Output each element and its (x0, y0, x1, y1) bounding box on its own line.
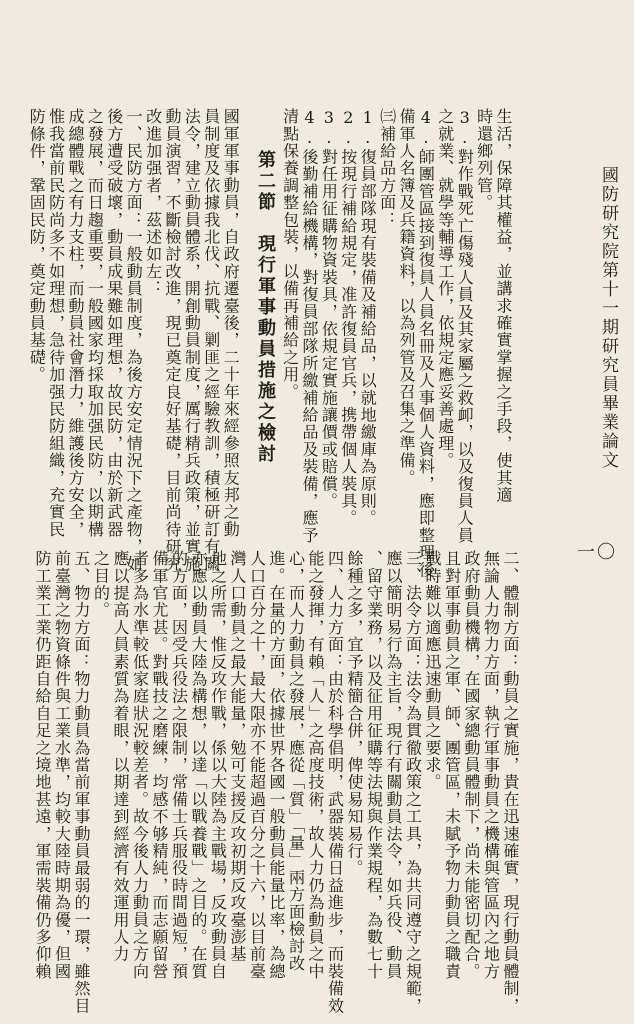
section-heading: 第二節 現行軍事動員措施之檢討 (255, 150, 276, 465)
text-column: 1.復員部隊現有裝備及補給品，以就地繳庫為原則。 (358, 108, 378, 527)
text-column: 無論人力物力方面，執行軍事動員之機構與管區內之地方 (481, 550, 501, 980)
text-column: 4.後勤補給機構，對復員部隊所繳補給品及裝備，應予 (300, 108, 319, 544)
text-column: 應以簡明易行為主旨，現行有關動員法令，如兵役、動員 (384, 550, 403, 980)
text-column: 3.對作戰死亡傷殘人員及其家屬之救卹，以及復員人員 (455, 108, 475, 544)
text-column: 進。在量的方面，依據世界各國一般動員能量比率，為總 (267, 550, 286, 980)
text-column: 的方面，因受兵役法之限制，常備士兵服役時間過短，預 (169, 550, 189, 980)
text-column: 人口百分之十，最大限亦不能超過百分之十六，以目前臺 (247, 550, 267, 980)
text-column: 心，而人力動員之發展，應從「質」「量」兩方面檢討改 (286, 550, 306, 972)
text-column: 改進加强者，茲述如左： (143, 108, 163, 298)
page-number: 一〇 (577, 542, 617, 563)
text-column: 2.按現行補給規定，准許復員官兵，携帶個人裝具。 (338, 108, 358, 527)
text-column: 4.師團管區接到復員人員名冊及人事個人資料，應即整理後 (416, 108, 436, 579)
text-column: 之發展，而日趨重要，一般國家均採取加强民防，以期構 (85, 108, 105, 538)
text-column: 政府動員機構，在國家總動員體制下，尚未能密切配合。 (462, 550, 481, 980)
text-column: 應以提高人員素質為着眼，以期達到經濟有效運用人力 (111, 550, 130, 963)
text-column: 灣人口動員之最大能量，勉可支援反攻初期反攻臺澎基 (228, 550, 247, 963)
text-column: 者多為水準較低家庭狀況較差者。故今後人力動員之方向 (130, 550, 150, 980)
text-column: 之目的。 (91, 550, 111, 619)
text-column: ㈢補給品方面： (377, 108, 397, 229)
text-column: 員制度及依據我北伐、抗戰、剿匪之經驗教訓，積極研訂有關 (201, 108, 221, 573)
text-column: 能之發揮，有賴「人」之高度技術，故人力仍為動員之中 (306, 550, 325, 980)
text-column: 生活，保障其權益，並講求確實掌握之手段，使其適 (494, 108, 513, 504)
text-column: 清點保養調整包裝，以備再補給之用。 (280, 108, 300, 401)
text-column: 成總體戰之有力支柱，而動員社會潛力，維護後方安全， (66, 108, 85, 538)
text-column: 餘種之多，宜予精簡合併，俾使易知易行。 (345, 550, 364, 877)
text-column: 惟我當前民防尚多不如理想，急待加强民防組織，充實民 (46, 108, 66, 538)
text-column: 一、民防方面：一般動員制度，為後方安定情況下之產物，如 (124, 108, 144, 573)
text-column: 二、體制方面：動員之實施，貴在迅速確實，現行動員體制， (501, 550, 520, 1015)
text-column: 戰時難以適應迅速動員之要求。 (423, 550, 442, 791)
text-column: 四、人力方面：由於科學倡明，武器裝備日益進步，而裝備效 (325, 550, 345, 1015)
text-column: 國軍軍事動員，自政府遷臺後，二十年來經參照友邦之動 (221, 108, 241, 538)
text-column: 三、法令方面：法令為貫徹政策之工具，為共同遵守之規範， (403, 550, 423, 1015)
text-column: 防工業工業仍距自給自足之境地甚遠，軍需裝備仍多仰賴 (33, 550, 52, 980)
text-column: 3.對任用征購物資裝具，依規定實施讓價或賠償。 (319, 108, 339, 510)
text-column: 地之所需，惟反攻作戰，係以大陸為主戰場，反攻動員自 (208, 550, 228, 980)
running-header: 國防研究院第十一期研究員畢業論文 (598, 166, 618, 470)
text-column: 前臺灣之物資條件與工業水準，均較大陸時期為優，但國 (52, 550, 72, 980)
text-column: 備軍官尤甚。對戰技之磨練，均感不够精純，而志願留營 (150, 550, 169, 980)
text-column: 時還鄉列管。 (474, 108, 494, 212)
text-column: 動員演習，不斷檢討改進，現已奠定良好基礎，目前尚待研究 (163, 108, 182, 573)
text-column: 後方遭受破壞，動員成果難如理想，故民防，由於新武器 (104, 108, 124, 538)
text-column: 防條件，鞏固民防，奠定動員基礎。 (27, 108, 47, 384)
text-column: 備軍人名簿及兵籍資料，以為列管及召集之準備。 (397, 108, 416, 487)
text-column: 五、物力方面：物力動員為當前軍事動員最弱的一環，雖然目 (72, 550, 91, 1015)
text-column: 且對軍事動員之軍、師、團管區，未賦予物力動員之職責 (442, 550, 462, 980)
text-column: 之就業、就學等輔導工作，依規定應妥善處理。 (435, 108, 455, 470)
text-column: 、留守業務，以及征用征購等法規與作業規程，為數七十 (364, 550, 384, 980)
text-column: 法令，建立動員體系，開創動員制度，厲行精兵政策，並實施 (182, 108, 202, 573)
text-column: 亦應以動員大陸為構想，以達「以戰養戰」之目的。在質 (189, 550, 208, 980)
